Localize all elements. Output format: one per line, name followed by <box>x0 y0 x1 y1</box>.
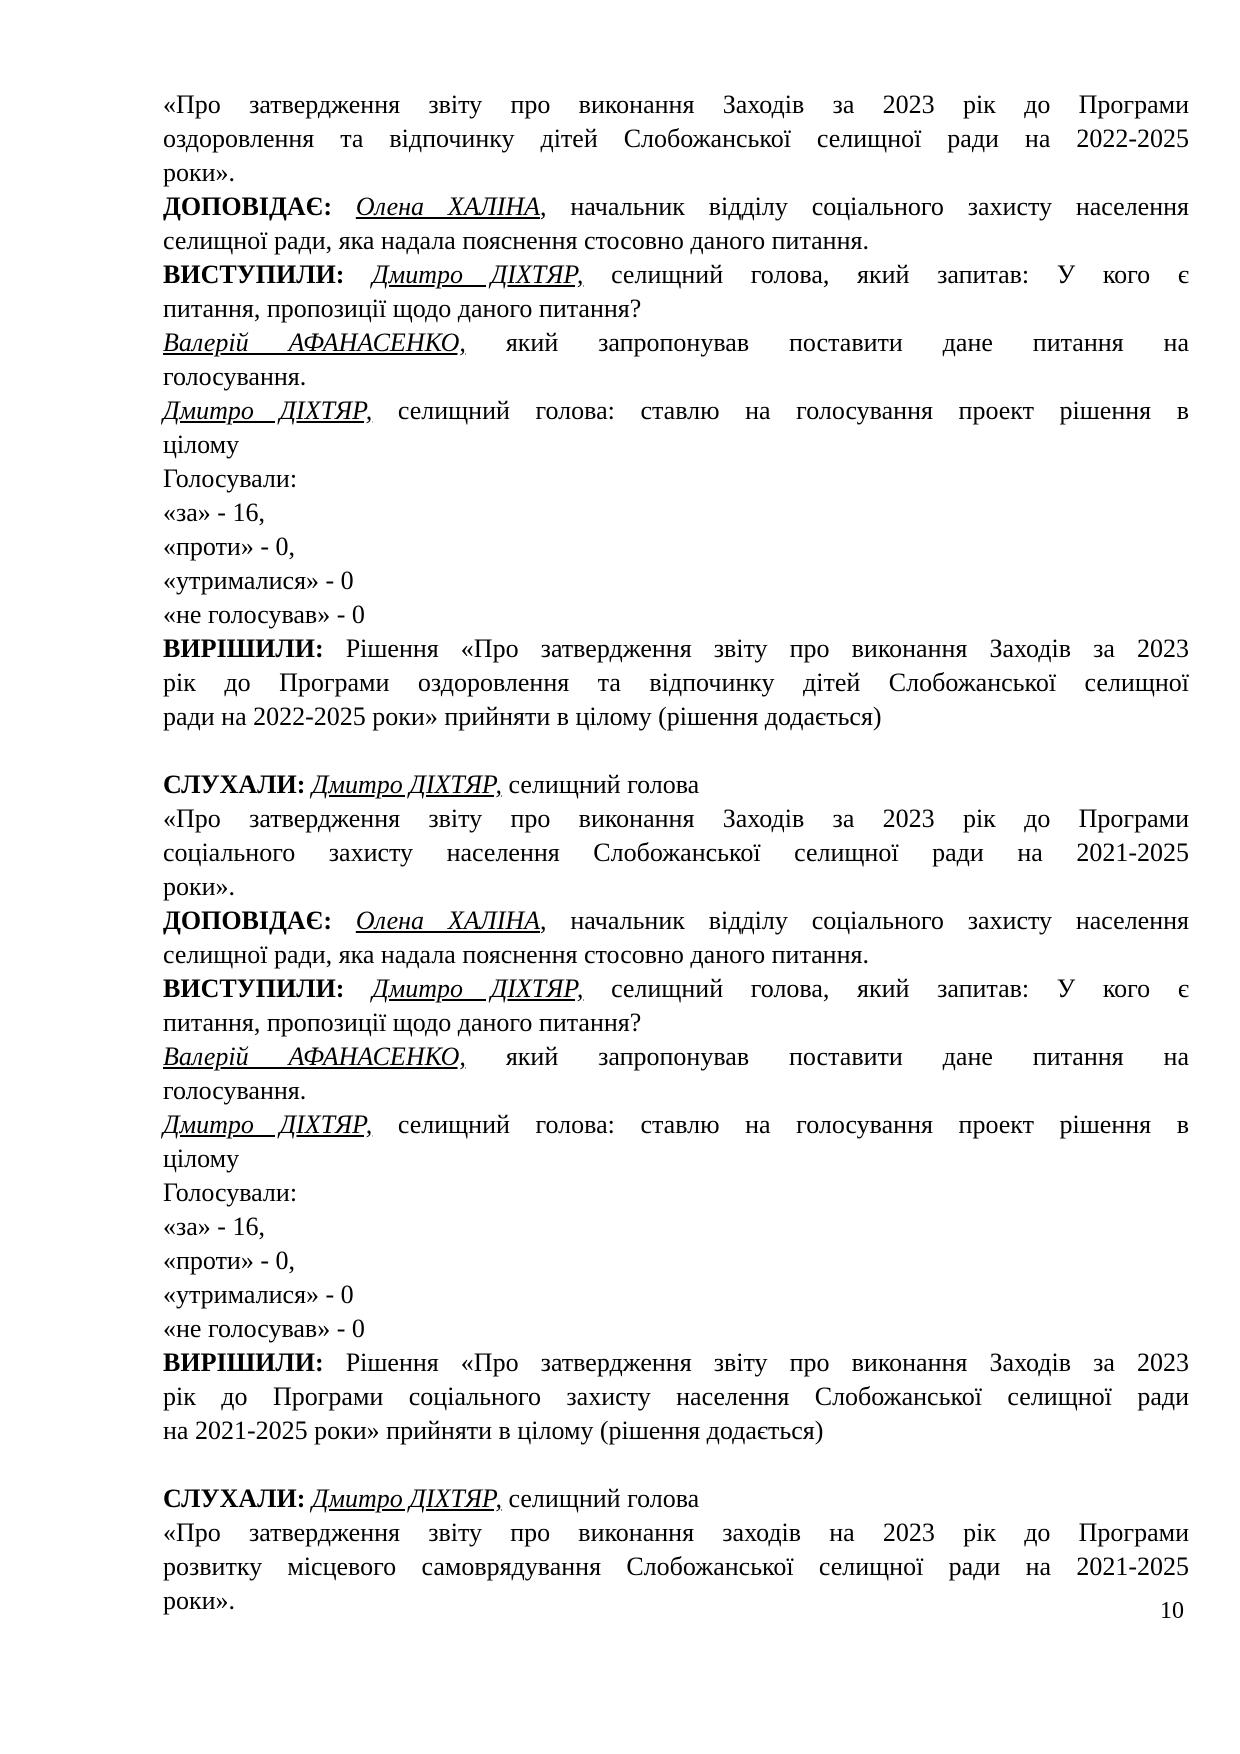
decision-text: Рішення «Про затвердження звіту про виконання Заходів за 2023 <box>323 634 1189 663</box>
reporter-name: Олена ХАЛІНА <box>355 906 541 935</box>
chair-line <box>163 1108 1189 1142</box>
speaker-text: селищний голова, який запитав: У кого є <box>583 974 1189 1003</box>
vote-abstain: «утрималися» - 0 <box>163 1280 354 1309</box>
heard-name: Дмитро ДІХТЯР, <box>311 1484 503 1513</box>
reporter-line: селищної ради, яка надала пояснення стосовно даного питання. <box>163 226 869 255</box>
proposal-line: голосування. <box>163 362 307 391</box>
speakers-label: ВИСТУПИЛИ: <box>163 974 345 1003</box>
decision-text: Рішення «Про затвердження звіту про виконання Заходів за 2023 <box>323 1348 1189 1377</box>
proposal-line: голосування. <box>163 1076 307 1105</box>
agenda-title-line: «Про затвердження звіту про виконання Заходів за 2023 рік до Програми <box>163 804 1189 833</box>
agenda-title-line: «Про затвердження звіту про виконання заходів на 2023 рік до Програми <box>163 1518 1189 1547</box>
heard-line <box>163 1482 1189 1516</box>
vote-against: «проти» - 0, <box>163 532 296 561</box>
reporter-text: , начальник відділу соціального захисту населення <box>540 906 1189 935</box>
decision-line <box>163 632 1189 666</box>
reporter-line <box>163 904 1189 938</box>
vote-not-voted: «не голосував» - 0 <box>163 1314 365 1343</box>
chair-name: Дмитро ДІХТЯР, <box>163 396 373 425</box>
vote-for: «за» - 16, <box>163 498 265 527</box>
heard-text: селищний голова <box>502 770 700 799</box>
decision-line: рік до Програми соціального захисту населення Слобожанської селищної ради <box>163 1382 1189 1411</box>
decision-line: на 2021-2025 роки» прийняти в цілому (рішення додається) <box>163 1416 824 1445</box>
chair-name: Дмитро ДІХТЯР, <box>163 1110 373 1139</box>
chair-line: цілому <box>163 1144 240 1173</box>
proposer-name: Валерій АФАНАСЕНКО, <box>163 1042 466 1071</box>
heard-label: СЛУХАЛИ: <box>163 1484 306 1513</box>
speakers-line: питання, пропозиції щодо даного питання? <box>163 294 642 323</box>
reporter-label: ДОПОВІДАЄ: <box>163 906 332 935</box>
speaker-name: Дмитро ДІХТЯР, <box>372 974 584 1003</box>
speaker-name: Дмитро ДІХТЯР, <box>372 260 584 289</box>
section-gap <box>163 734 1189 768</box>
heard-line <box>163 768 1189 802</box>
section-2 <box>163 768 1189 1448</box>
reporter-line <box>163 190 1189 224</box>
chair-text: селищний голова: ставлю на голосування проект рішення в <box>372 396 1190 425</box>
agenda-title-line: розвитку місцевого самоврядування Слобожанської селищної ради на 2021-2025 <box>163 1552 1189 1581</box>
decision-line: ради на 2022-2025 роки» прийняти в цілому (рішення додається) <box>163 702 882 731</box>
chair-line: цілому <box>163 430 240 459</box>
vote-against: «проти» - 0, <box>163 1246 296 1275</box>
proposer-name: Валерій АФАНАСЕНКО, <box>163 328 466 357</box>
chair-text: селищний голова: ставлю на голосування проект рішення в <box>372 1110 1190 1139</box>
speakers-line <box>163 972 1189 1006</box>
decision-line: рік до Програми оздоровлення та відпочинку дітей Слобожанської селищної <box>163 668 1189 697</box>
reporter-line: селищної ради, яка надала пояснення стосовно даного питання. <box>163 940 869 969</box>
section-3 <box>163 1482 1189 1618</box>
speakers-label: ВИСТУПИЛИ: <box>163 260 345 289</box>
document-page <box>163 88 1189 1618</box>
agenda-title-line: роки». <box>163 872 236 901</box>
reporter-name: Олена ХАЛІНА <box>355 192 541 221</box>
decision-label: ВИРІШИЛИ: <box>163 634 324 663</box>
vote-for: «за» - 16, <box>163 1212 265 1241</box>
speakers-line <box>163 258 1189 292</box>
proposal-line <box>163 1040 1189 1074</box>
heard-text: селищний голова <box>502 1484 700 1513</box>
agenda-title-line: соціального захисту населення Слобожанської селищної ради на 2021-2025 <box>163 838 1189 867</box>
reporter-label: ДОПОВІДАЄ: <box>163 192 332 221</box>
speaker-text: селищний голова, який запитав: У кого є <box>583 260 1189 289</box>
speakers-line: питання, пропозиції щодо даного питання? <box>163 1008 642 1037</box>
decision-line <box>163 1346 1189 1380</box>
page-number: 10 <box>1160 1598 1184 1624</box>
votes-title: Голосували: <box>163 464 298 493</box>
reporter-text: , начальник відділу соціального захисту населення <box>540 192 1189 221</box>
vote-not-voted: «не голосував» - 0 <box>163 600 365 629</box>
heard-name: Дмитро ДІХТЯР, <box>311 770 503 799</box>
agenda-title-line: роки». <box>163 158 236 187</box>
decision-label: ВИРІШИЛИ: <box>163 1348 324 1377</box>
agenda-title-line: оздоровлення та відпочинку дітей Слобожанської селищної ради на 2022-2025 <box>163 124 1189 153</box>
proposal-text: який запропонував поставити дане питання на <box>465 1042 1189 1071</box>
agenda-title-line: «Про затвердження звіту про виконання Заходів за 2023 рік до Програми <box>163 90 1189 119</box>
proposal-text: який запропонував поставити дане питання на <box>465 328 1189 357</box>
vote-abstain: «утрималися» - 0 <box>163 566 354 595</box>
heard-label: СЛУХАЛИ: <box>163 770 306 799</box>
chair-line <box>163 394 1189 428</box>
agenda-title-line: роки». <box>163 1586 236 1615</box>
section-gap <box>163 1448 1189 1482</box>
votes-title: Голосували: <box>163 1178 298 1207</box>
section-1 <box>163 88 1189 734</box>
proposal-line <box>163 326 1189 360</box>
